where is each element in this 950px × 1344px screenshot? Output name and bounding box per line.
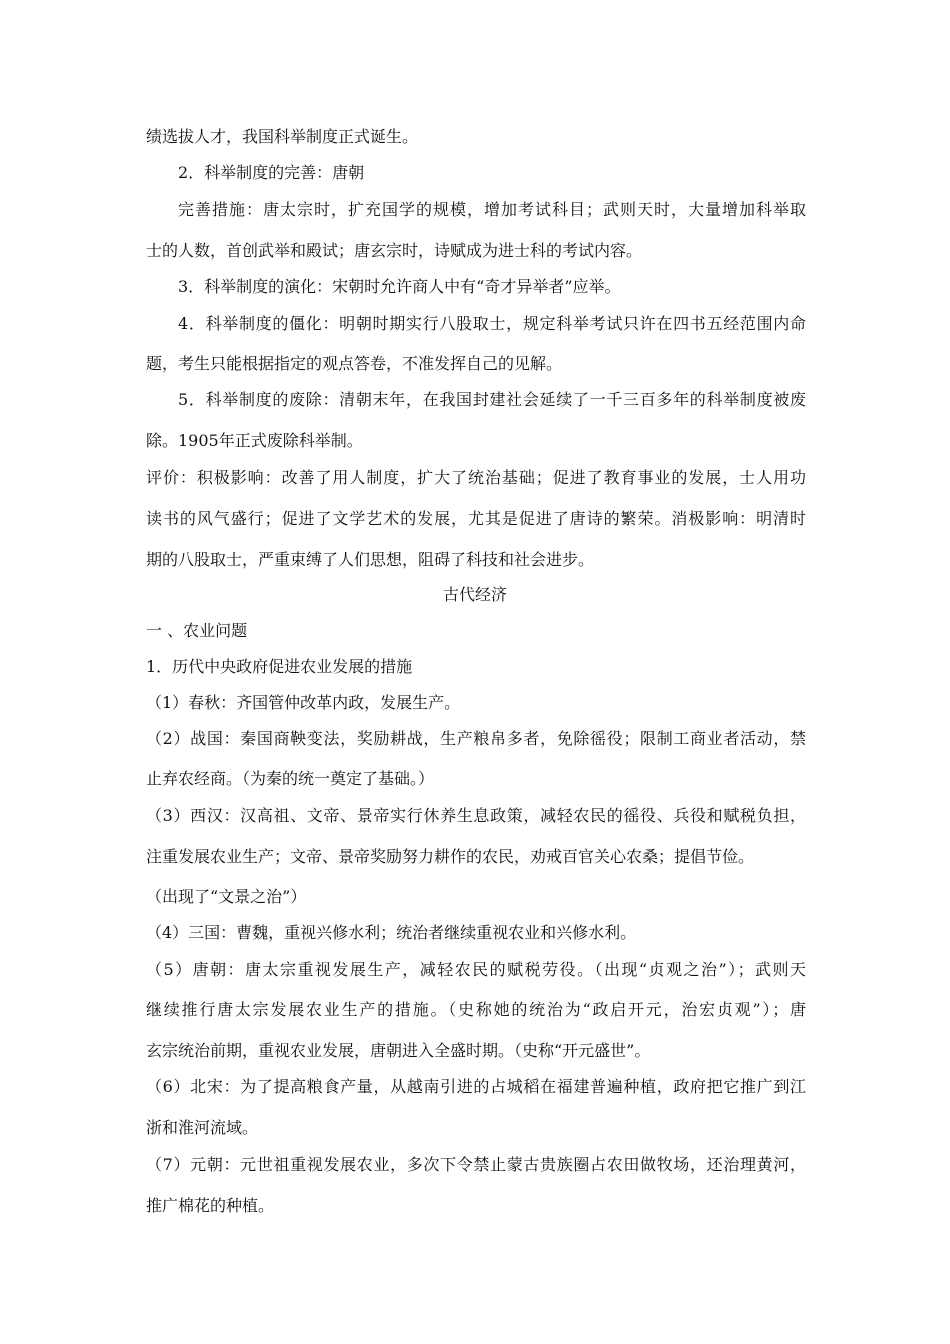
- text-line: 3．科举制度的演化：宋朝时允许商人中有“奇才异举者”应举。: [178, 277, 621, 296]
- text-line: 继续推行唐太宗发展农业生产的措施。（史称她的统治为“政启开元，治宏贞观”）；唐: [146, 1000, 806, 1019]
- section-title: 古代经济: [442, 585, 507, 604]
- text-line: 士的人数，首创武举和殿试；唐玄宗时，诗赋成为进士科的考试内容。: [146, 241, 643, 260]
- text-line: （出现了“文景之治”）: [146, 887, 307, 906]
- text-line: 浙和淮河流域。: [146, 1118, 259, 1137]
- text-line: 绩选拔人才，我国科举制度正式诞生。: [146, 127, 419, 146]
- text-line: 除。1905年正式废除科举制。: [146, 431, 363, 450]
- list-item: （1）春秋：齐国管仲改革内政，发展生产。: [146, 693, 461, 712]
- subsection-heading: 一 、农业问题: [146, 621, 248, 640]
- text-line: 题，考生只能根据指定的观点答卷，不准发挥自己的见解。: [146, 354, 563, 373]
- section-heading: 2．科举制度的完善：唐朝: [178, 163, 365, 182]
- text-line: 期的八股取士，严重束缚了人们思想，阻碍了科技和社会进步。: [146, 550, 595, 569]
- text-line: 读书的风气盛行；促进了文学艺术的发展，尤其是促进了唐诗的繁荣。消极影响：明清时: [146, 509, 806, 528]
- text-line: 推广棉花的种植。: [146, 1196, 275, 1215]
- text-line: 完善措施：唐太宗时，扩充国学的规模，增加考试科目；武则天时，大量增加科举取: [178, 200, 806, 219]
- list-item: （3）西汉：汉高祖、文帝、景帝实行休养生息政策，减轻农民的徭役、兵役和赋税负担，: [146, 806, 806, 825]
- list-item: （4）三国：曹魏，重视兴修水利；统治者继续重视农业和兴修水利。: [146, 923, 637, 942]
- text-line: 4．科举制度的僵化：明朝时期实行八股取士，规定科举考试只许在四书五经范围内命: [178, 314, 806, 333]
- text-line: 注重发展农业生产；文帝、景帝奖励努力耕作的农民，劝戒百官关心农桑；提倡节俭。: [146, 847, 755, 866]
- text-line: 5．科举制度的废除：清朝末年，在我国封建社会延续了一千三百多年的科举制度被废: [178, 390, 806, 409]
- list-item: （2）战国：秦国商鞅变法，奖励耕战，生产粮帛多者，免除徭役；限制工商业者活动，禁: [146, 729, 806, 748]
- list-item: （7）元朝：元世祖重视发展农业，多次下令禁止蒙古贵族圈占农田做牧场，还治理黄河，: [146, 1155, 806, 1174]
- text-line: 止弃农经商。（为秦的统一奠定了基础。）: [146, 769, 435, 788]
- text-line: 玄宗统治前期，重视农业发展，唐朝进入全盛时期。（史称“开元盛世”。: [146, 1041, 651, 1060]
- subsection-heading: 1．历代中央政府促进农业发展的措施: [146, 657, 413, 676]
- list-item: （5）唐朝：唐太宗重视发展生产，减轻农民的赋税劳役。（出现“贞观之治”）；武则天: [146, 960, 806, 979]
- list-item: （6）北宋：为了提高粮食产量，从越南引进的占城稻在福建普遍种植，政府把它推广到江: [146, 1077, 806, 1096]
- text-line: 评价：积极影响：改善了用人制度，扩大了统治基础；促进了教育事业的发展，士人用功: [146, 468, 806, 487]
